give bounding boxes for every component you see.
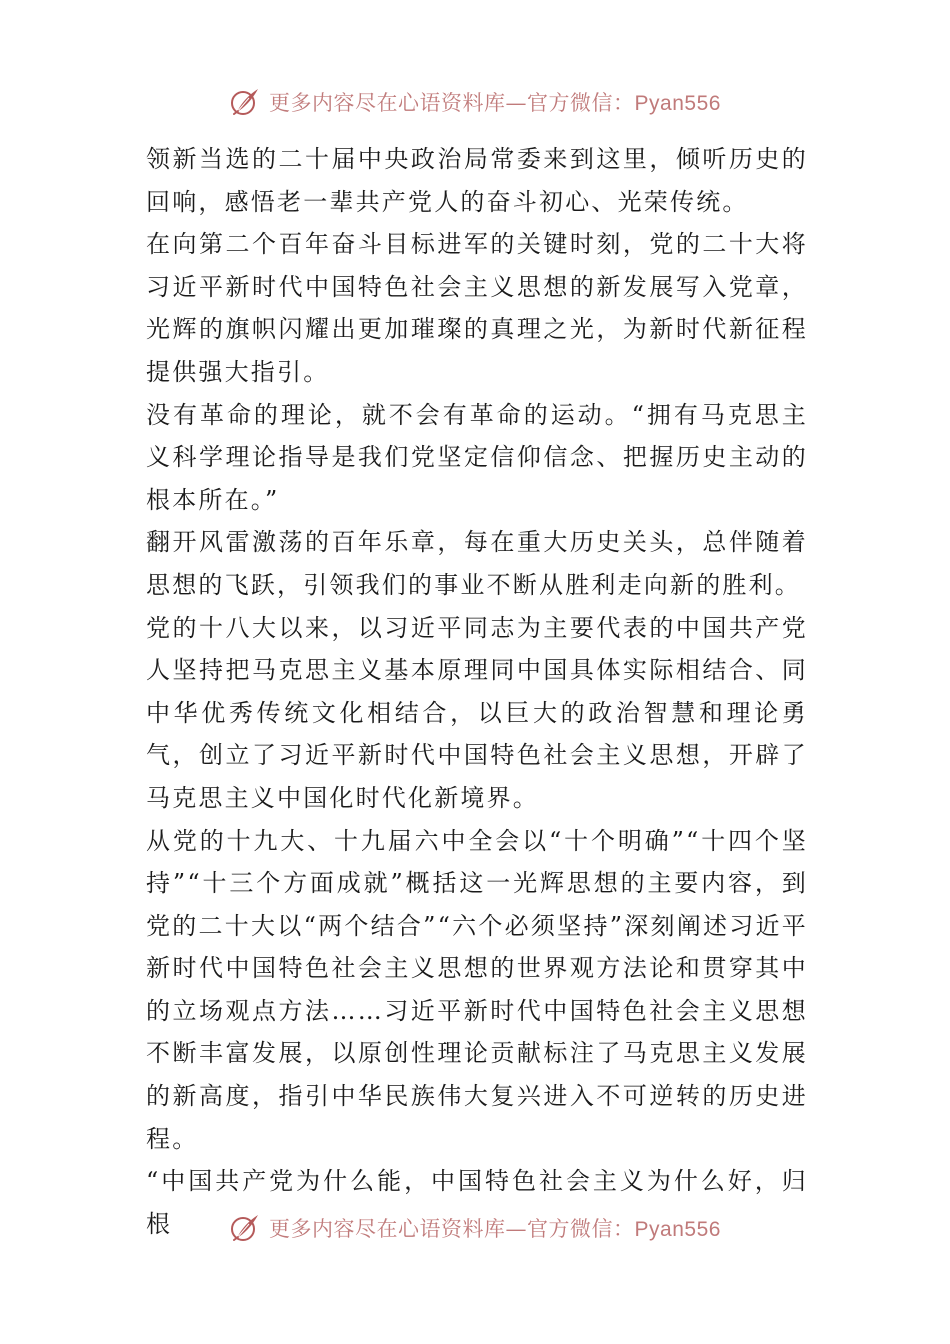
watermark-site-text: 更多内容尽在心语资料库— xyxy=(269,91,528,115)
paragraph: 党的十八大以来，以习近平同志为主要代表的中国共产党人坚持把马克思主义基本原理同中国具体实际相结合、同中华优秀传统文化相结合，以巨大的政治智慧和理论勇气，创立了习近平新时代中国特色社会主义思想，开辟了马克思主义中国化时代化新境界。 xyxy=(146,613,808,812)
footer-watermark-text xyxy=(269,1213,721,1243)
header-watermark-text xyxy=(269,87,721,117)
paragraph: 翻开风雷激荡的百年乐章，每在重大历史关头，总伴随着思想的飞跃，引领我们的事业不断从胜利走向新的胜利。 xyxy=(146,528,808,599)
document-body xyxy=(146,138,808,1245)
feather-pen-icon xyxy=(229,86,261,118)
footer-watermark xyxy=(0,1208,950,1248)
watermark-contact-text: 官方微信：Pyan556 xyxy=(527,1218,721,1241)
header-watermark xyxy=(0,82,950,122)
paragraph: 从党的十九大、十九届六中全会以“十个明确”“十四个坚持”“十三个方面成就”概括这一光辉思想的主要内容，到党的二十大以“两个结合”“六个必须坚持”深刻阐述习近平新时代中国特色社会主义思想的世界观方法论和贯穿其中的立场观点方法……习近平新时代中国特色社会主义思想不断丰富发展，以原创性理论贡献标注了马克思主义发展的新高度，指引中华民族伟大复兴进入不可逆转的历史进程。 xyxy=(146,826,808,1153)
paragraph: 没有革命的理论，就不会有革命的运动。“拥有马克思主义科学理论指导是我们党坚定信仰信念、把握历史主动的根本所在。” xyxy=(146,400,808,514)
watermark-contact-text: 官方微信：Pyan556 xyxy=(527,92,721,115)
paragraph: 领新当选的二十届中央政治局常委来到这里，倾听历史的回响，感悟老一辈共产党人的奋斗初心、光荣传统。 xyxy=(146,145,808,216)
paragraph: 在向第二个百年奋斗目标进军的关键时刻，党的二十大将习近平新时代中国特色社会主义思想的新发展写入党章，光辉的旗帜闪耀出更加璀璨的真理之光，为新时代新征程提供强大指引。 xyxy=(146,230,808,386)
watermark-site-text: 更多内容尽在心语资料库— xyxy=(269,1217,528,1241)
paragraph: “中国共产党为什么能，中国特色社会主义为什么好，归根 xyxy=(146,1167,808,1238)
feather-pen-icon xyxy=(229,1212,261,1244)
